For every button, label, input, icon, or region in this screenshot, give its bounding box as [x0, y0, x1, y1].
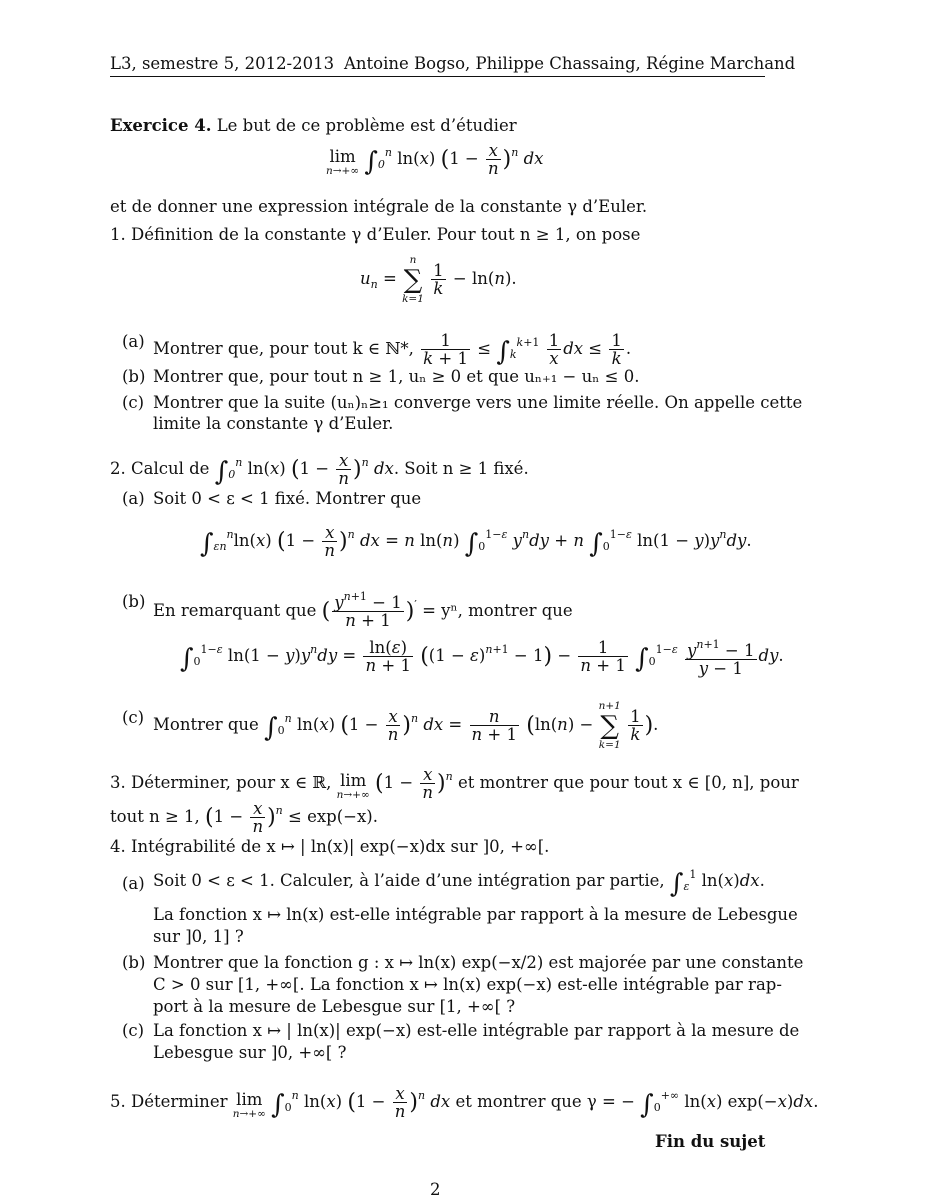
page-number: 2 [430, 1180, 441, 1199]
q2c-label: (c) [122, 708, 145, 727]
q2c-pre: Montrer que [153, 715, 259, 734]
header-rule [110, 76, 765, 77]
q1c-text-2: limite la constante γ d’Euler. [153, 414, 394, 433]
formula-main-limit: lim n→+∞ $\int_0^n$ ln(x) (1 − $\frac{x}{n}$ )$^n$ dx [326, 141, 544, 178]
end-of-subject: Fin du sujet [655, 1132, 766, 1151]
exercise-label: Exercice 4. [110, 116, 212, 135]
exercise-intro: Le but de ce problème est d’étudier [216, 116, 517, 135]
q3-line-2: tout n ≥ 1, (1 − $\frac{x}{n}$ )$^n$ ≤ exp(−x). [110, 799, 378, 836]
formula-un: $u_n$ = n ∑ k=1 $\frac{1}{k}$ − ln(n). [360, 254, 517, 305]
header-authors: Antoine Bogso, Philippe Chassaing, Régine Marchand [344, 54, 796, 73]
q4a-line-1: Soit 0 < ε < 1. Calculer, à l’aide d’une intégration par partie, $\int_\varepsilon^1$ ln(x)dx. [153, 868, 765, 899]
q4a-label: (a) [122, 874, 145, 893]
q1a-line: Montrer que, pour tout k ∈ ℕ*, $\frac{1}{k + 1}$ ≤ $\int_k^{k+1}$ $\frac{1}{x}$ dx ≤ $\frac{1}{k}$ . [153, 331, 632, 368]
q5-mid: et montrer que γ = − [455, 1092, 635, 1111]
q1a-label: (a) [122, 332, 145, 351]
exercise-intro-2: et de donner une expression intégrale de la constante γ d’Euler. [110, 197, 648, 216]
q3-line2-pre: tout n ≥ 1, [110, 807, 200, 826]
q3-line2-post: ≤ exp(−x). [288, 807, 378, 826]
q2b-post: = yⁿ, montrer que [422, 601, 573, 620]
formula-q2a: $\int_{\varepsilon n}^n\ln(x) (1$ − $\frac{x}{n}$ )$^n$ dx = n ln(n) $\int_0^{1-\varepsilon}$ $y^ndy + n$ $\int_0^{1-\varepsilon}$ $\ln(1 - y)y^ndy$. [200, 523, 752, 560]
q5-line: 5. Déterminer lim n→+∞ $\int_0^n$ ln(x) (1 − $\frac{x}{n}$ )$^n$ dx et montrer que γ = − $\int_0^{+\infty}$ ln(x) exp(−x)dx. [110, 1084, 819, 1121]
q1c-text-1: Montrer que la suite (uₙ)ₙ≥₁ converge vers une limite réelle. On appelle cette [153, 393, 803, 412]
q2-heading-pre: 2. Calcul de [110, 459, 210, 478]
q3-line1-post: et montrer que pour tout x ∈ [0, n], pour [457, 773, 799, 792]
q4b-text-1: Montrer que la fonction g : x ↦ ln(x) exp(−x/2) est majorée par une constante [153, 953, 804, 972]
exercise-intro-line [110, 116, 517, 135]
q1b-label: (b) [122, 367, 146, 386]
q4c-text-1: La fonction x ↦ | ln(x)| exp(−x) est-elle intégrable par rapport à la mesure de [153, 1021, 800, 1040]
q1a-text: Montrer que, pour tout k ∈ ℕ*, [153, 339, 414, 358]
q4b-text-3: port à la mesure de Lebesgue sur [1, +∞[ ? [153, 997, 516, 1016]
q2b-pre: En remarquant que [153, 601, 317, 620]
q4b-text-2: C > 0 sur [1, +∞[. La fonction x ↦ ln(x) exp(−x) est-elle intégrable par rap- [153, 975, 782, 994]
q1b-text: Montrer que, pour tout n ≥ 1, uₙ ≥ 0 et que uₙ₊₁ − uₙ ≤ 0. [153, 367, 640, 386]
q2b-line: En remarquant que ( $\frac{y^{n+1} - 1}{n + 1}$ )′ = yⁿ, montrer que [153, 590, 573, 630]
q4b-label: (b) [122, 953, 146, 972]
q2a-text: Soit 0 < ε < 1 fixé. Montrer que [153, 489, 422, 508]
q2-heading-post: . Soit n ≥ 1 fixé. [393, 459, 529, 478]
formula-q2b: $\int_0^{1-\varepsilon}$ $\ln(1 - y)y^ndy$ = $\frac{\ln(\varepsilon)}{n + 1}$ $((1 - \varepsilon)^{n+1} - 1)$ − $\frac{1}{n + 1}$ $\int_0^{1-\varepsilon}$ $\frac{y^{n+1} - 1}{y - 1}$ dy. [180, 638, 784, 678]
q4a-text-2: La fonction x ↦ ln(x) est-elle intégrable par rapport à la mesure de Lebesgue [153, 905, 798, 924]
q2a-label: (a) [122, 489, 145, 508]
header-course: L3, semestre 5, 2012-2013 [110, 54, 335, 73]
q3-line-1: 3. Déterminer, pour x ∈ ℝ, lim n→+∞ (1 − $\frac{x}{n}$ )$^n$ et montrer que pour tout x ∈ [0, n], pour [110, 765, 799, 802]
q3-line1-pre: 3. Déterminer, pour x ∈ ℝ, [110, 773, 332, 792]
q4c-text-2: Lebesgue sur ]0, +∞[ ? [153, 1043, 347, 1062]
q5-pre: 5. Déterminer [110, 1092, 228, 1111]
q2-heading: 2. Calcul de $\int_0^n$ ln(x) (1 − $\frac{x}{n}$ )$^n$ dx. Soit n ≥ 1 fixé. [110, 451, 529, 488]
q1-heading: 1. Définition de la constante γ d’Euler. Pour tout n ≥ 1, on pose [110, 225, 641, 244]
q2b-label: (b) [122, 592, 146, 611]
q4c-label: (c) [122, 1021, 145, 1040]
q4a-text-1: Soit 0 < ε < 1. Calculer, à l’aide d’une intégration par partie, [153, 871, 665, 890]
q1c-label: (c) [122, 393, 145, 412]
q4-heading: 4. Intégrabilité de x ↦ | ln(x)| exp(−x)dx sur ]0, +∞[. [110, 837, 550, 856]
q4a-text-3: sur ]0, 1] ? [153, 927, 244, 946]
q2c-line: Montrer que $\int_0^n$ ln(x) (1 − $\frac{x}{n}$ )$^n$ dx = $\frac{n}{n + 1}$ (ln(n) − n+1 ∑ k=1 $\frac{1}{k}$ ). [153, 700, 659, 751]
